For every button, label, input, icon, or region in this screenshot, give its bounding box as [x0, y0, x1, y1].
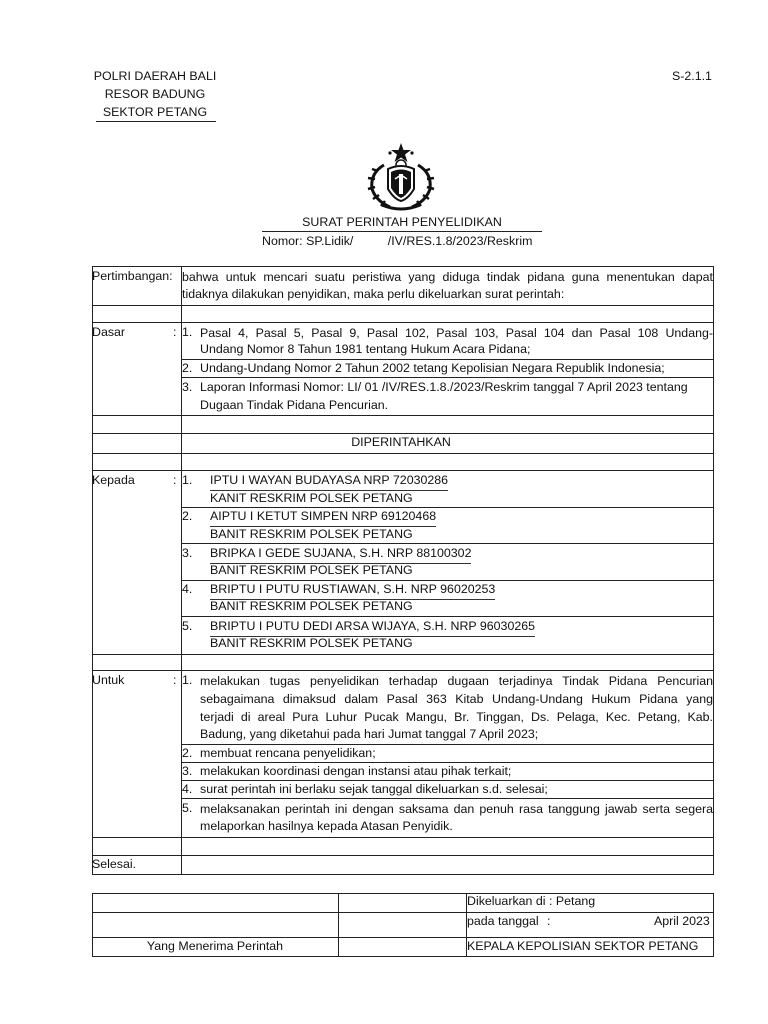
issued-at-label: Dikeluarkan di [467, 894, 546, 908]
row-line [92, 470, 714, 471]
row-line [92, 654, 714, 655]
row-line [92, 670, 714, 671]
row-line [92, 415, 714, 416]
kepada-item-name: BRIPTU I PUTU DEDI ARSA WIJAYA, S.H. NRP 96030265 [210, 618, 535, 637]
dasar-item-line: Undang-Undang Nomor 2 Tahun 2002 tetang Kepolisian Negara Republik Indonesia; [200, 361, 665, 375]
untuk-item-line: melakukan koordinasi dengan instansi atau pihak terkait; [200, 764, 512, 778]
pertimbangan-line-2: tidaknya dilakukan penyidikan, maka perlu dikeluarkan surat perintah: [182, 287, 565, 301]
dasar-item-num: 2. [182, 361, 193, 375]
untuk-item-line: surat perintah ini berlaku sejak tanggal dikeluarkan s.d. selesai; [200, 782, 548, 796]
kepada-colon: : [173, 473, 177, 487]
kepada-item-num: 5. [182, 619, 193, 633]
kepada-item-position: BANIT RESKRIM POLSEK PETANG [210, 599, 413, 613]
footer-vline [713, 893, 714, 957]
kepada-item-num: 3. [182, 546, 193, 560]
dasar-item-line: Undang Nomor 8 Tahun 1981 tentang Hukum Acara Pidana; [200, 342, 531, 356]
footer-line [92, 956, 714, 957]
date-value: April 2023 [654, 914, 710, 928]
kepada-item-name: BRIPKA I GEDE SUJANA, S.H. NRP 88100302 [210, 545, 471, 564]
document-title: SURAT PERINTAH PENYELIDIKAN [302, 215, 502, 229]
selesai-label: Selesai. [92, 857, 137, 871]
row-line [92, 874, 714, 875]
dasar-item-line: Dugaan Tindak Pidana Pencurian. [200, 398, 389, 412]
kepada-label: Kepada [92, 473, 135, 487]
kepada-item-name: BRIPTU I PUTU RUSTIAWAN, S.H. NRP 96020253 [210, 581, 495, 600]
untuk-item-num: 4. [182, 782, 193, 796]
pertimbangan-line-1: bahwa untuk mencari suatu peristiwa yang diduga tindak pidana guna menentukan dapat [182, 270, 713, 284]
untuk-colon: : [173, 673, 177, 687]
kepada-item-name: IPTU I WAYAN BUDAYASA NRP 72030286 [210, 472, 448, 491]
untuk-item-line: melaporkan hasilnya kepada Atasan Penyidik. [200, 819, 453, 833]
issued-at-value: : Petang [549, 894, 596, 908]
row-line [181, 798, 714, 799]
signer-title: KEPALA KEPOLISIAN SEKTOR PETANG [467, 939, 699, 953]
receiver-label: Yang Menerima Perintah [146, 939, 284, 953]
kepada-item-name: AIPTU I KETUT SIMPEN NRP 69120468 [210, 508, 436, 527]
kepada-item-position: BANIT RESKRIM POLSEK PETANG [210, 527, 413, 541]
header-underline [96, 121, 216, 122]
kepada-item-position: KANIT RESKRIM POLSEK PETANG [210, 491, 413, 505]
date-label: pada tanggal [467, 914, 539, 928]
table-right-border [713, 266, 714, 875]
org-line-2: RESOR BADUNG [104, 87, 206, 101]
untuk-item-line: membuat rencana penyelidikan; [200, 746, 376, 760]
document-number: Nomor: SP.Lidik/ /IV/RES.1.8/2023/Reskrim [262, 234, 533, 248]
row-line [181, 377, 714, 378]
footer-vline [338, 893, 339, 957]
row-line [92, 322, 714, 323]
untuk-label: Untuk [92, 673, 125, 687]
untuk-item-line: Badung, yang diketahui pada hari Jumat tanggal 7 April 2023; [200, 727, 539, 741]
untuk-item-num: 3. [182, 764, 193, 778]
footer-line [92, 893, 714, 894]
row-line [92, 305, 714, 306]
untuk-item-num: 2. [182, 746, 193, 760]
untuk-item-num: 5. [182, 801, 193, 815]
dasar-item-num: 3. [182, 380, 193, 394]
kepada-item-position: BANIT RESKRIM POLSEK PETANG [210, 636, 413, 650]
untuk-item-num: 1. [182, 673, 193, 687]
kepada-item-num: 2. [182, 509, 193, 523]
date-colon: : [547, 914, 551, 928]
org-line-1: POLRI DAERAH BALI [93, 69, 217, 83]
kepada-item-num: 1. [182, 473, 193, 487]
dasar-item-num: 1. [182, 325, 193, 339]
dasar-colon: : [173, 325, 177, 339]
form-code: S-2.1.1 [672, 69, 712, 83]
row-line [92, 855, 714, 856]
untuk-item-line: sebagaimana dimaksud dalam Pasal 363 Kitab Undang-Undang Hukum Pidana yang [200, 692, 713, 706]
row-line [181, 616, 714, 617]
table-left-border [92, 266, 93, 875]
org-line-3: SEKTOR PETANG [102, 105, 208, 119]
dasar-item-line: Pasal 4, Pasal 5, Pasal 9, Pasal 102, Pasal 103, Pasal 104 dan Pasal 108 Undang- [200, 326, 713, 340]
diperintahkan-heading: DIPERINTAHKAN [351, 435, 451, 449]
row-line [92, 453, 714, 454]
kepada-item-position: BANIT RESKRIM POLSEK PETANG [210, 563, 413, 577]
row-line [92, 266, 714, 267]
untuk-item-line: melakukan tugas penyelidikan terhadap dugaan terjadinya Tindak Pidana Pencurian [200, 674, 713, 688]
untuk-item-line: terjadi di areal Pura Luhur Pucak Mangu, Br. Tinggan, Ds. Pelaga, Kec. Petang, Kab. [200, 710, 713, 724]
dasar-item-line: Laporan Informasi Nomor: LI/ 01 /IV/RES.1.8./2023/Reskrim tanggal 7 April 2023 tentang [200, 380, 688, 394]
title-underline [262, 231, 542, 232]
row-line [181, 543, 714, 544]
row-line [92, 837, 714, 838]
footer-line [92, 912, 714, 913]
pertimbangan-label: Pertimbangan: [92, 269, 173, 283]
polri-emblem-icon [360, 141, 442, 211]
dasar-label: Dasar [92, 325, 126, 339]
kepada-item-num: 4. [182, 582, 193, 596]
untuk-item-line: melaksanakan perintah ini dengan saksama dan penuh rasa tanggung jawab serta segera [200, 802, 713, 816]
